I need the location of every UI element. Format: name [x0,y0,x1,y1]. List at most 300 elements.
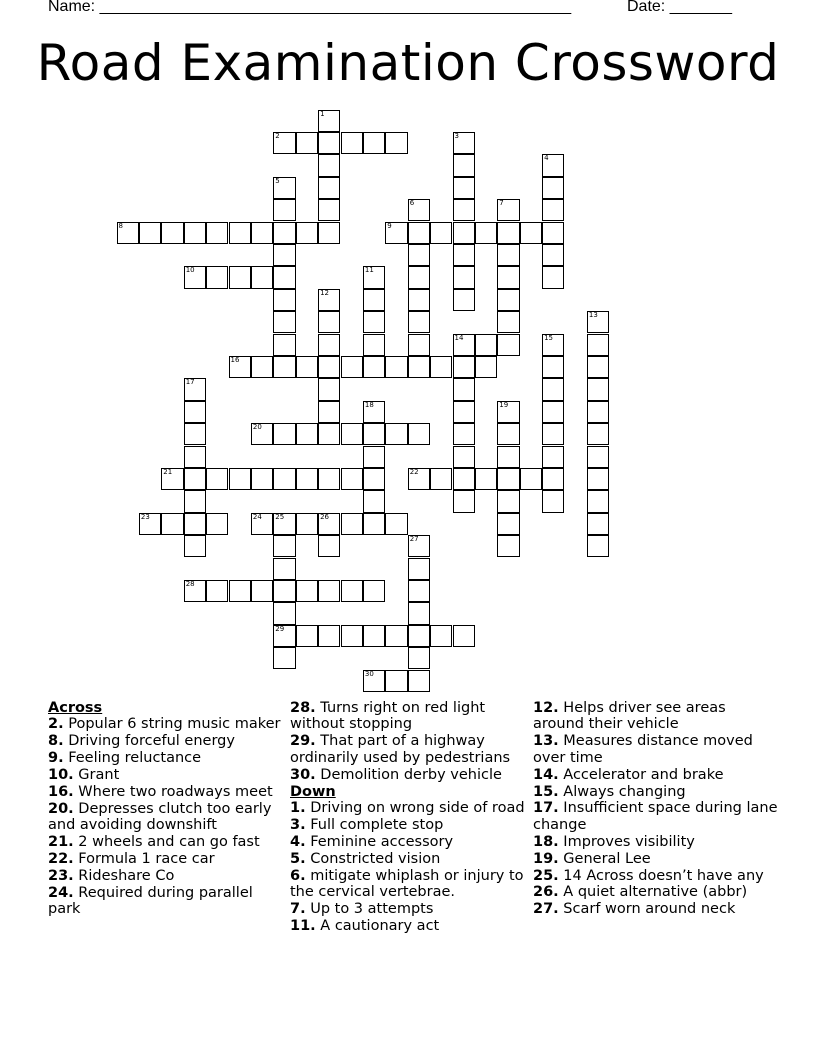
grid-cell[interactable] [184,401,206,423]
clue-item [533,700,778,733]
clue-text: 2 wheels and can go fast [73,834,260,851]
grid-cell[interactable] [408,423,430,445]
clue-item [290,800,525,816]
grid-cell[interactable] [408,535,430,557]
clue-number-label: 16. [48,784,74,801]
grid-cell[interactable] [273,625,295,647]
clue-item [290,767,525,783]
grid-cell[interactable] [385,423,407,445]
grid-cell[interactable] [363,401,385,423]
grid-cell[interactable] [273,423,295,445]
grid-cell[interactable] [453,446,475,468]
clue-text: Popular 6 string music maker [63,716,281,733]
grid-cell[interactable] [385,356,407,378]
grid-cell[interactable] [542,468,564,490]
clue-text: A cautionary act [315,917,440,934]
grid-cell[interactable] [251,513,273,535]
grid-cell[interactable] [542,244,564,266]
clue-number: 27 [409,535,419,544]
grid-cell[interactable] [184,580,206,602]
grid-cell[interactable] [430,222,452,244]
grid-cell[interactable] [363,670,385,692]
clue-item [48,801,283,834]
clue-item [533,868,778,884]
grid-cell[interactable] [408,468,430,490]
grid-cell[interactable] [453,356,475,378]
grid-cell[interactable] [453,177,475,199]
grid-cell[interactable] [520,468,542,490]
grid-cell[interactable] [318,199,340,221]
grid-cell[interactable] [408,558,430,580]
clue-number-label: 4. [290,833,306,850]
grid-cell[interactable] [318,289,340,311]
grid-cell[interactable] [475,222,497,244]
grid-cell[interactable] [408,356,430,378]
clue-number: 6 [409,199,415,208]
grid-cell[interactable] [408,244,430,266]
clue-number: 19 [499,400,509,409]
grid-cell[interactable] [385,670,407,692]
grid-cell[interactable] [363,468,385,490]
grid-cell[interactable] [318,132,340,154]
grid-cell[interactable] [318,625,340,647]
grid-cell[interactable] [273,266,295,288]
grid-cell[interactable] [475,334,497,356]
clue-item [290,817,525,833]
grid-cell[interactable] [542,446,564,468]
clue-number: 8 [118,221,123,230]
clue-number-label: 5. [290,850,306,867]
grid-cell[interactable] [273,132,295,154]
grid-cell[interactable] [184,446,206,468]
grid-cell[interactable] [363,356,385,378]
grid-cell[interactable] [497,244,519,266]
grid-cell[interactable] [318,513,340,535]
grid-cell[interactable] [229,266,251,288]
grid-cell[interactable] [542,378,564,400]
grid-cell[interactable] [408,334,430,356]
grid-cell[interactable] [341,132,363,154]
clue-text: Improves visibility [558,833,695,850]
grid-cell[interactable] [273,356,295,378]
clue-number: 21 [163,467,173,476]
clue-item [290,901,525,917]
grid-cell[interactable] [318,311,340,333]
clues-column-2 [290,700,525,935]
clue-item [48,767,283,783]
grid-cell[interactable] [587,423,609,445]
grid-cell[interactable] [385,513,407,535]
clue-item [533,884,778,900]
clue-number-label: 24. [48,884,74,901]
grid-cell[interactable] [341,423,363,445]
grid-cell[interactable] [296,222,318,244]
grid-cell[interactable] [385,625,407,647]
grid-cell[interactable] [453,244,475,266]
clue-text: Insufficient space during lane change [533,800,778,833]
clue-number: 10 [185,266,195,275]
grid-cell[interactable] [385,132,407,154]
grid-cell[interactable] [161,468,183,490]
clue-number: 30 [364,669,374,678]
grid-cell[interactable] [408,311,430,333]
grid-cell[interactable] [206,266,228,288]
name-field-label[interactable]: Name: _____________________________________________________ [48,0,572,15]
grid-cell[interactable] [408,580,430,602]
page-title: Road Examination Crossword [36,34,780,92]
clue-number-label: 22. [48,851,74,868]
grid-cell[interactable] [453,401,475,423]
grid-cell[interactable] [453,423,475,445]
clue-text: That part of a highway ordinarily used by pedestrians [290,733,511,766]
grid-cell[interactable] [497,513,519,535]
clue-item [48,851,283,867]
clue-item [290,733,525,766]
grid-cell[interactable] [542,154,564,176]
grid-cell[interactable] [184,222,206,244]
grid-cell[interactable] [453,266,475,288]
grid-cell[interactable] [520,222,542,244]
clue-number: 29 [275,624,285,633]
grid-cell[interactable] [497,311,519,333]
clue-number: 15 [544,333,554,342]
grid-cell[interactable] [206,222,228,244]
grid-cell[interactable] [273,311,295,333]
clue-number-label: 14. [533,766,559,783]
grid-cell[interactable] [497,468,519,490]
grid-cell[interactable] [497,423,519,445]
clue-number-label: 30. [290,766,316,783]
clue-number-label: 7. [290,900,306,917]
grid-cell[interactable] [363,625,385,647]
grid-cell[interactable] [385,222,407,244]
clue-number: 5 [275,176,280,185]
clue-text: Helps driver see areas around their vehicle [533,700,726,733]
grid-cell[interactable] [318,401,340,423]
down-heading: Down [290,783,336,800]
clue-text: Feminine accessory [305,833,454,850]
grid-cell[interactable] [497,490,519,512]
grid-cell[interactable] [341,356,363,378]
grid-cell[interactable] [251,222,273,244]
grid-cell[interactable] [229,580,251,602]
clue-number-label: 21. [48,834,74,851]
grid-cell[interactable] [273,535,295,557]
grid-cell[interactable] [251,356,273,378]
grid-cell[interactable] [587,446,609,468]
grid-cell[interactable] [408,222,430,244]
grid-cell[interactable] [363,266,385,288]
clue-item [48,868,283,884]
grid-cell[interactable] [318,356,340,378]
grid-cell[interactable] [296,468,318,490]
grid-cell[interactable] [408,625,430,647]
clue-number: 16 [230,355,240,364]
clue-number-label: 26. [533,884,559,901]
grid-cell[interactable] [251,266,273,288]
grid-cell[interactable] [273,199,295,221]
grid-cell[interactable] [542,199,564,221]
grid-cell[interactable] [497,199,519,221]
grid-cell[interactable] [341,468,363,490]
grid-cell[interactable] [363,513,385,535]
grid-cell[interactable] [408,602,430,624]
clue-number: 14 [454,333,464,342]
clue-number: 11 [364,266,374,275]
clue-number: 28 [185,579,195,588]
grid-cell[interactable] [453,378,475,400]
clue-item [290,868,525,901]
grid-cell[interactable] [453,154,475,176]
grid-cell[interactable] [117,222,139,244]
grid-cell[interactable] [453,468,475,490]
grid-cell[interactable] [206,580,228,602]
grid-cell[interactable] [318,177,340,199]
clue-number: 26 [320,512,330,521]
grid-cell[interactable] [273,334,295,356]
grid-cell[interactable] [408,289,430,311]
clue-number-label: 27. [533,901,559,918]
grid-cell[interactable] [296,625,318,647]
grid-cell[interactable] [587,334,609,356]
grid-cell[interactable] [430,468,452,490]
clue-number-label: 13. [533,733,559,750]
grid-cell[interactable] [229,356,251,378]
clue-number: 4 [544,154,549,163]
grid-cell[interactable] [318,110,340,132]
grid-cell[interactable] [497,266,519,288]
clue-number: 20 [252,423,262,432]
clue-number-label: 9. [48,750,64,767]
grid-cell[interactable] [497,446,519,468]
grid-cell[interactable] [161,222,183,244]
grid-cell[interactable] [497,334,519,356]
grid-cell[interactable] [587,401,609,423]
clue-item [48,733,283,749]
grid-cell[interactable] [296,423,318,445]
grid-cell[interactable] [318,423,340,445]
clue-number: 1 [320,109,325,118]
grid-cell[interactable] [341,513,363,535]
grid-cell[interactable] [430,356,452,378]
clue-item [290,700,525,733]
clue-item [290,918,525,934]
grid-cell[interactable] [318,468,340,490]
grid-cell[interactable] [542,222,564,244]
grid-cell[interactable] [475,356,497,378]
grid-cell[interactable] [318,154,340,176]
clue-item [290,834,525,850]
grid-cell[interactable] [318,222,340,244]
grid-cell[interactable] [430,625,452,647]
clue-number: 2 [275,131,280,140]
grid-cell[interactable] [363,311,385,333]
clue-text: Where two roadways meet [73,784,273,801]
clue-number: 9 [387,221,392,230]
clue-text: Formula 1 race car [73,851,215,868]
grid-cell[interactable] [296,132,318,154]
grid-cell[interactable] [497,289,519,311]
date-field-label[interactable]: Date: _______ [627,0,732,15]
grid-cell[interactable] [273,468,295,490]
grid-cell[interactable] [497,401,519,423]
clue-number-label: 2. [48,716,64,733]
grid-cell[interactable] [453,132,475,154]
grid-cell[interactable] [139,222,161,244]
grid-cell[interactable] [542,490,564,512]
grid-cell[interactable] [229,468,251,490]
grid-cell[interactable] [184,266,206,288]
grid-cell[interactable] [542,334,564,356]
grid-cell[interactable] [587,468,609,490]
clue-number-label: 28. [290,700,316,716]
grid-cell[interactable] [542,423,564,445]
grid-cell[interactable] [229,222,251,244]
clue-text: Accelerator and brake [558,766,724,783]
grid-cell[interactable] [408,647,430,669]
clue-number-label: 18. [533,833,559,850]
grid-cell[interactable] [296,580,318,602]
clue-item [290,851,525,867]
clue-number-label: 1. [290,799,306,816]
clue-number: 13 [588,311,598,320]
grid-cell[interactable] [206,468,228,490]
grid-cell[interactable] [408,266,430,288]
grid-cell[interactable] [542,401,564,423]
clue-item [48,784,283,800]
clue-number-label: 17. [533,800,559,817]
clue-number-label: 19. [533,850,559,867]
clue-text: Measures distance moved over time [533,733,753,766]
clue-number: 12 [320,288,330,297]
grid-cell[interactable] [184,513,206,535]
clue-number: 7 [499,199,504,208]
grid-cell[interactable] [318,378,340,400]
grid-cell[interactable] [206,513,228,535]
clues-column-1 [48,700,283,918]
grid-cell[interactable] [318,334,340,356]
clues-column-3 [533,700,778,918]
grid-cell[interactable] [273,602,295,624]
grid-cell[interactable] [363,334,385,356]
clue-item [48,885,283,918]
grid-cell[interactable] [273,289,295,311]
clue-text: Always changing [558,783,686,800]
clue-text: mitigate whiplash or injury to the cervical vertebrae. [290,867,524,900]
clue-item [533,733,778,766]
clue-number-label: 3. [290,816,306,833]
grid-cell[interactable] [273,580,295,602]
grid-cell[interactable] [296,513,318,535]
grid-cell[interactable] [587,513,609,535]
clue-number-label: 20. [48,800,74,817]
grid-cell[interactable] [587,490,609,512]
grid-cell[interactable] [363,490,385,512]
grid-cell[interactable] [273,558,295,580]
grid-cell[interactable] [363,289,385,311]
clue-text: Driving forceful energy [63,733,235,750]
clue-number: 24 [252,512,262,521]
grid-cell[interactable] [251,468,273,490]
grid-cell[interactable] [296,356,318,378]
grid-cell[interactable] [273,513,295,535]
clue-number: 22 [409,467,419,476]
clue-number: 18 [364,400,374,409]
grid-cell[interactable] [453,625,475,647]
clue-number-label: 25. [533,867,559,884]
grid-cell[interactable] [273,177,295,199]
clue-text: General Lee [558,850,651,867]
clue-text: Driving on wrong side of road [305,799,525,816]
grid-cell[interactable] [587,378,609,400]
grid-cell[interactable] [497,222,519,244]
clue-number-label: 10. [48,767,74,784]
grid-cell[interactable] [363,132,385,154]
grid-cell[interactable] [363,580,385,602]
clue-number-label: 23. [48,868,74,885]
grid-cell[interactable] [318,535,340,557]
grid-cell[interactable] [587,311,609,333]
clue-item [48,750,283,766]
grid-cell[interactable] [542,356,564,378]
grid-cell[interactable] [273,647,295,669]
grid-cell[interactable] [184,423,206,445]
grid-cell[interactable] [251,423,273,445]
clue-number-label: 11. [290,917,316,934]
grid-cell[interactable] [363,423,385,445]
grid-cell[interactable] [497,535,519,557]
clue-item [48,716,283,732]
grid-cell[interactable] [341,625,363,647]
clue-item [533,784,778,800]
grid-cell[interactable] [273,244,295,266]
grid-cell[interactable] [273,222,295,244]
clue-number-label: 29. [290,733,316,750]
grid-cell[interactable] [408,670,430,692]
clue-number-label: 15. [533,783,559,800]
grid-cell[interactable] [408,199,430,221]
grid-cell[interactable] [139,513,161,535]
across-heading: Across [48,700,103,716]
clue-item [48,834,283,850]
clue-item [533,901,778,917]
grid-cell[interactable] [453,199,475,221]
grid-cell[interactable] [475,468,497,490]
clue-text: Feeling reluctance [63,750,202,767]
grid-cell[interactable] [251,580,273,602]
clue-number: 23 [140,512,150,521]
grid-cell[interactable] [363,446,385,468]
grid-cell[interactable] [161,513,183,535]
grid-cell[interactable] [318,580,340,602]
grid-cell[interactable] [453,490,475,512]
grid-cell[interactable] [341,580,363,602]
grid-cell[interactable] [542,177,564,199]
grid-cell[interactable] [542,266,564,288]
grid-cell[interactable] [453,289,475,311]
grid-cell[interactable] [453,222,475,244]
clue-item [533,767,778,783]
clue-text: Rideshare Co [73,868,175,885]
grid-cell[interactable] [587,535,609,557]
grid-cell[interactable] [184,490,206,512]
grid-cell[interactable] [184,378,206,400]
grid-cell[interactable] [184,535,206,557]
grid-cell[interactable] [587,356,609,378]
grid-cell[interactable] [453,334,475,356]
grid-cell[interactable] [184,468,206,490]
clue-number-label: 12. [533,700,559,716]
